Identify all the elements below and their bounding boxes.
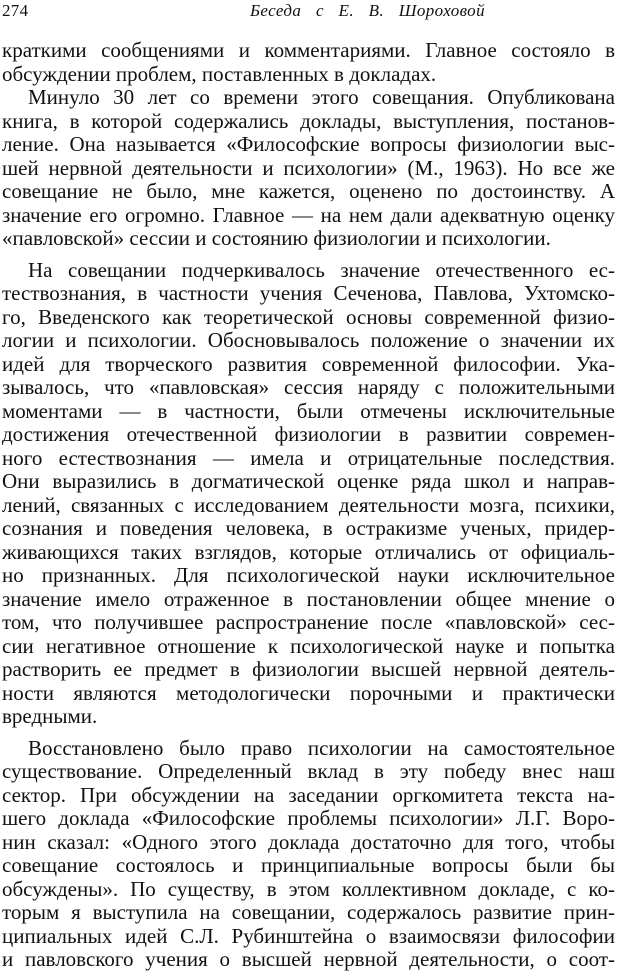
text-line: совещание состоялось и принципиальные вопросы были бы xyxy=(2,854,615,877)
text-line: сознания и поведения человека, в остракизме ученых, придер- xyxy=(2,517,615,540)
body-text xyxy=(2,39,615,972)
paragraph xyxy=(2,259,615,729)
text-line: шей нервной деятельности и психологии» (М., 1963). Но все же xyxy=(2,156,615,180)
text-line: книга, в которой содержались доклады, выступления, постанов- xyxy=(2,109,615,133)
paragraph-gap xyxy=(2,251,615,259)
page-number: 274 xyxy=(2,1,29,20)
paragraph xyxy=(2,737,615,972)
text-line: ципиальных идей С.Л. Рубинштейна о взаимосвязи философии xyxy=(2,924,615,948)
running-head-title: Беседа с Е. В. Шороховой xyxy=(250,1,485,20)
text-line: сии негативное отношение к психологической науке и попытка xyxy=(2,634,615,658)
running-head xyxy=(0,0,620,28)
text-line: нин сказал: «Одного этого доклада достаточно для того, чтобы xyxy=(2,830,615,854)
text-line: На совещании подчеркивалось значение отечественного ес- xyxy=(28,258,615,282)
text-line: значение имело отраженное в постановлении общее мнение о xyxy=(2,587,615,611)
text-line: значение его огромно. Главное — на нем дали адекватную оценку xyxy=(2,203,615,227)
text-line: ности являются методологически порочными и практически xyxy=(2,681,615,705)
text-line: моментами — в частности, были отмечены исключительные xyxy=(2,399,615,423)
text-line: Минуло 30 лет со времени этого совещания. Опубликована xyxy=(28,86,615,109)
text-line: обсуждении проблем, поставленных в докладах. xyxy=(2,62,437,86)
text-line: Они выразились в догматической оценке ряда школ и направ- xyxy=(2,470,615,493)
text-line: ление. Она называется «Философские вопросы физиологии выс- xyxy=(2,133,615,156)
text-line: логии и психологии. Обосновывалось положение о значении их xyxy=(2,329,615,352)
text-line: совещание не было, мне кажется, оценено по достоинству. А xyxy=(2,180,615,203)
text-line: растворить ее предмет в физиологии высшей нервной деятель- xyxy=(2,658,615,681)
text-line: торым я выступила на совещании, содержалось развитие прин- xyxy=(2,901,615,924)
text-line: зывалось, что «павловская» сессия наряду с положительными xyxy=(2,376,615,399)
text-line: го, Введенского как теоретической основы современной физио- xyxy=(2,305,615,329)
text-line: «павловской» сессии и состоянию физиологии и психологии. xyxy=(2,227,551,250)
text-line: существование. Определенный вклад в эту победу внес наш xyxy=(2,760,615,783)
text-line: Восстановлено было право психологии на самостоятельное xyxy=(28,736,615,760)
text-line: обсуждены». По существу, в этом коллективном докладе, с ко- xyxy=(2,877,615,901)
text-line: сектор. При обсуждении на заседании оргкомитета текста на- xyxy=(2,783,615,807)
paragraph-gap xyxy=(2,729,615,737)
text-line: идей для творческого развития современной философии. Ука- xyxy=(2,352,615,376)
text-line: вредными. xyxy=(2,705,98,728)
text-line: том, что получившее распространение после «павловской» сес- xyxy=(2,611,615,634)
text-line: ного естествознания — имела и отрицательные последствия. xyxy=(2,446,615,470)
text-line: и павловского учения о высшей нервной деятельности, о соот- xyxy=(2,948,615,971)
paragraph xyxy=(2,39,615,86)
text-line: краткими сообщениями и комментариями. Главное состояло в xyxy=(2,39,615,62)
text-line: живающихся таких взглядов, которые отличались от официаль- xyxy=(2,540,615,564)
text-line: лений, связанных с исследованием деятельности мозга, психики, xyxy=(2,493,615,517)
text-line: тествознания, в частности учения Сеченова, Павлова, Ухтомско- xyxy=(2,282,615,305)
paragraph xyxy=(2,86,615,251)
text-line: достижения отечественной физиологии в развитии современ- xyxy=(2,423,615,446)
text-line: шего доклада «Философские проблемы психологии» Л.Г. Воро- xyxy=(2,807,615,830)
text-line: но признанных. Для психологической науки исключительное xyxy=(2,564,615,587)
